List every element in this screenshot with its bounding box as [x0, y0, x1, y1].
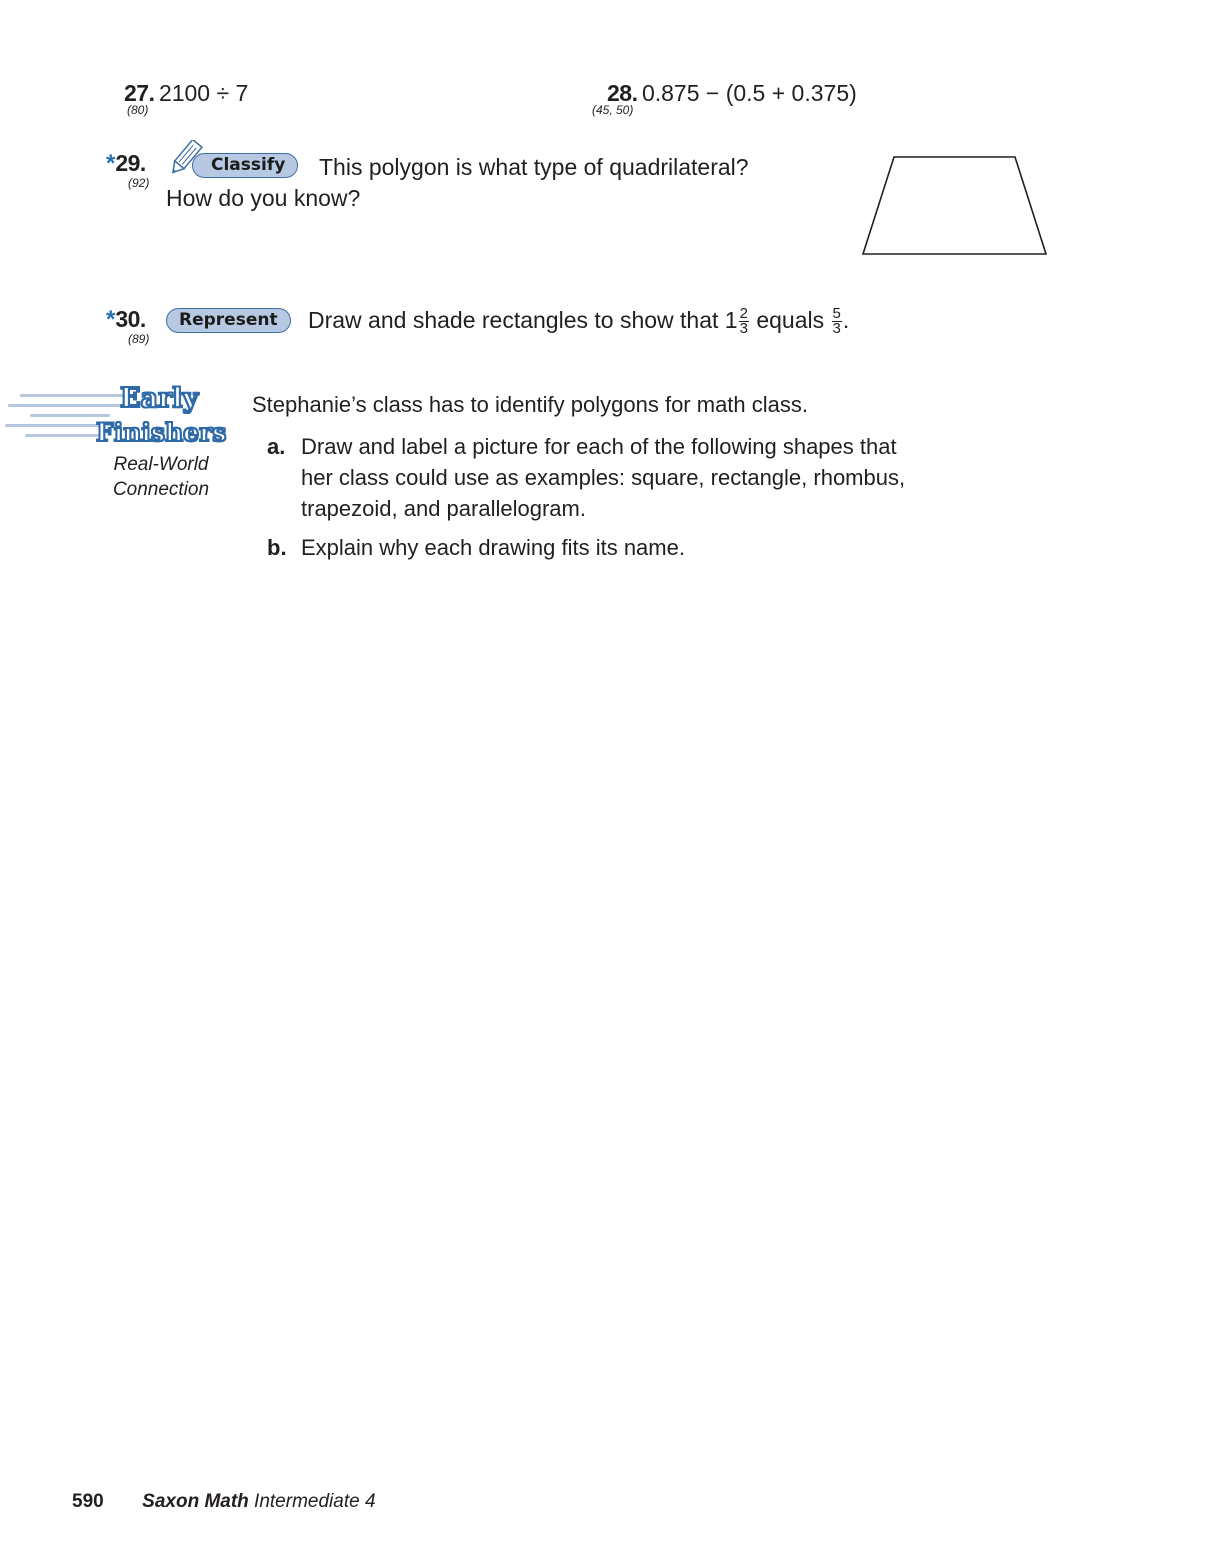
problem-number: 29.	[115, 150, 146, 176]
star-marker: *	[106, 150, 116, 177]
item-label: a.	[267, 434, 286, 459]
problem-30	[106, 306, 146, 334]
logo-early: Early	[120, 383, 199, 414]
item-label: b.	[267, 535, 287, 560]
classify-label: Classify	[192, 153, 298, 178]
book-title-bold: Saxon Math	[142, 1491, 249, 1512]
trapezoid-shape	[863, 157, 1046, 254]
book-title-rest: Intermediate 4	[248, 1491, 376, 1512]
problem-number: 30.	[115, 306, 146, 332]
logo-finishers: Finishers	[96, 418, 227, 447]
problem-29-question: This polygon is what type of quadrilateral?	[319, 154, 749, 180]
lesson-reference: (92)	[128, 176, 150, 190]
problem-28	[607, 80, 857, 107]
item-a	[267, 431, 905, 524]
trapezoid-figure	[858, 150, 1058, 260]
text-before: Draw and shade rectangles to show that 1	[308, 307, 738, 333]
item-line: her class could use as examples: square, rectangle, rhombus,	[301, 465, 906, 490]
decorative-streak	[8, 404, 138, 407]
problem-expression: 2100 ÷ 7	[158, 80, 249, 106]
star-marker: *	[106, 306, 116, 333]
item-b	[267, 532, 685, 563]
decorative-streak	[30, 414, 110, 417]
problem-30-text	[308, 307, 849, 336]
improper-fraction	[832, 307, 842, 336]
text-middle: equals	[749, 307, 831, 333]
real-world-connection	[100, 452, 222, 502]
early-finishers-intro: Stephanie’s class has to identify polygons for math class.	[252, 392, 809, 417]
decorative-streak	[5, 424, 105, 427]
problem-expression: 0.875 − (0.5 + 0.375)	[641, 80, 857, 106]
page-footer	[72, 1491, 376, 1513]
page-number: 590	[72, 1491, 104, 1512]
problem-29-followup: How do you know?	[166, 185, 361, 211]
early-finishers-logo	[0, 382, 240, 452]
book-title	[142, 1491, 375, 1512]
item-line: trapezoid, and parallelogram.	[301, 496, 586, 521]
text-after: .	[842, 307, 850, 333]
item-line: Explain why each drawing fits its name.	[301, 535, 685, 560]
problem-29	[106, 150, 146, 178]
item-line: Draw and label a picture for each of the following shapes that	[301, 434, 897, 459]
problem-number: 27.	[124, 80, 155, 106]
lesson-reference: (89)	[128, 332, 150, 346]
decorative-streak	[25, 434, 100, 437]
decorative-streak	[20, 394, 130, 397]
subtitle-line: Real-World	[113, 454, 209, 475]
denominator: 3	[739, 320, 748, 338]
denominator: 3	[832, 320, 841, 338]
numerator: 5	[832, 305, 841, 323]
mixed-fraction	[739, 307, 749, 336]
represent-tag: Represent	[166, 308, 291, 333]
numerator: 2	[739, 305, 748, 323]
lesson-reference: (45, 50)	[592, 103, 634, 117]
subtitle-line: Connection	[112, 479, 210, 500]
lesson-reference: (80)	[127, 103, 149, 117]
problem-number: 28.	[607, 80, 638, 106]
